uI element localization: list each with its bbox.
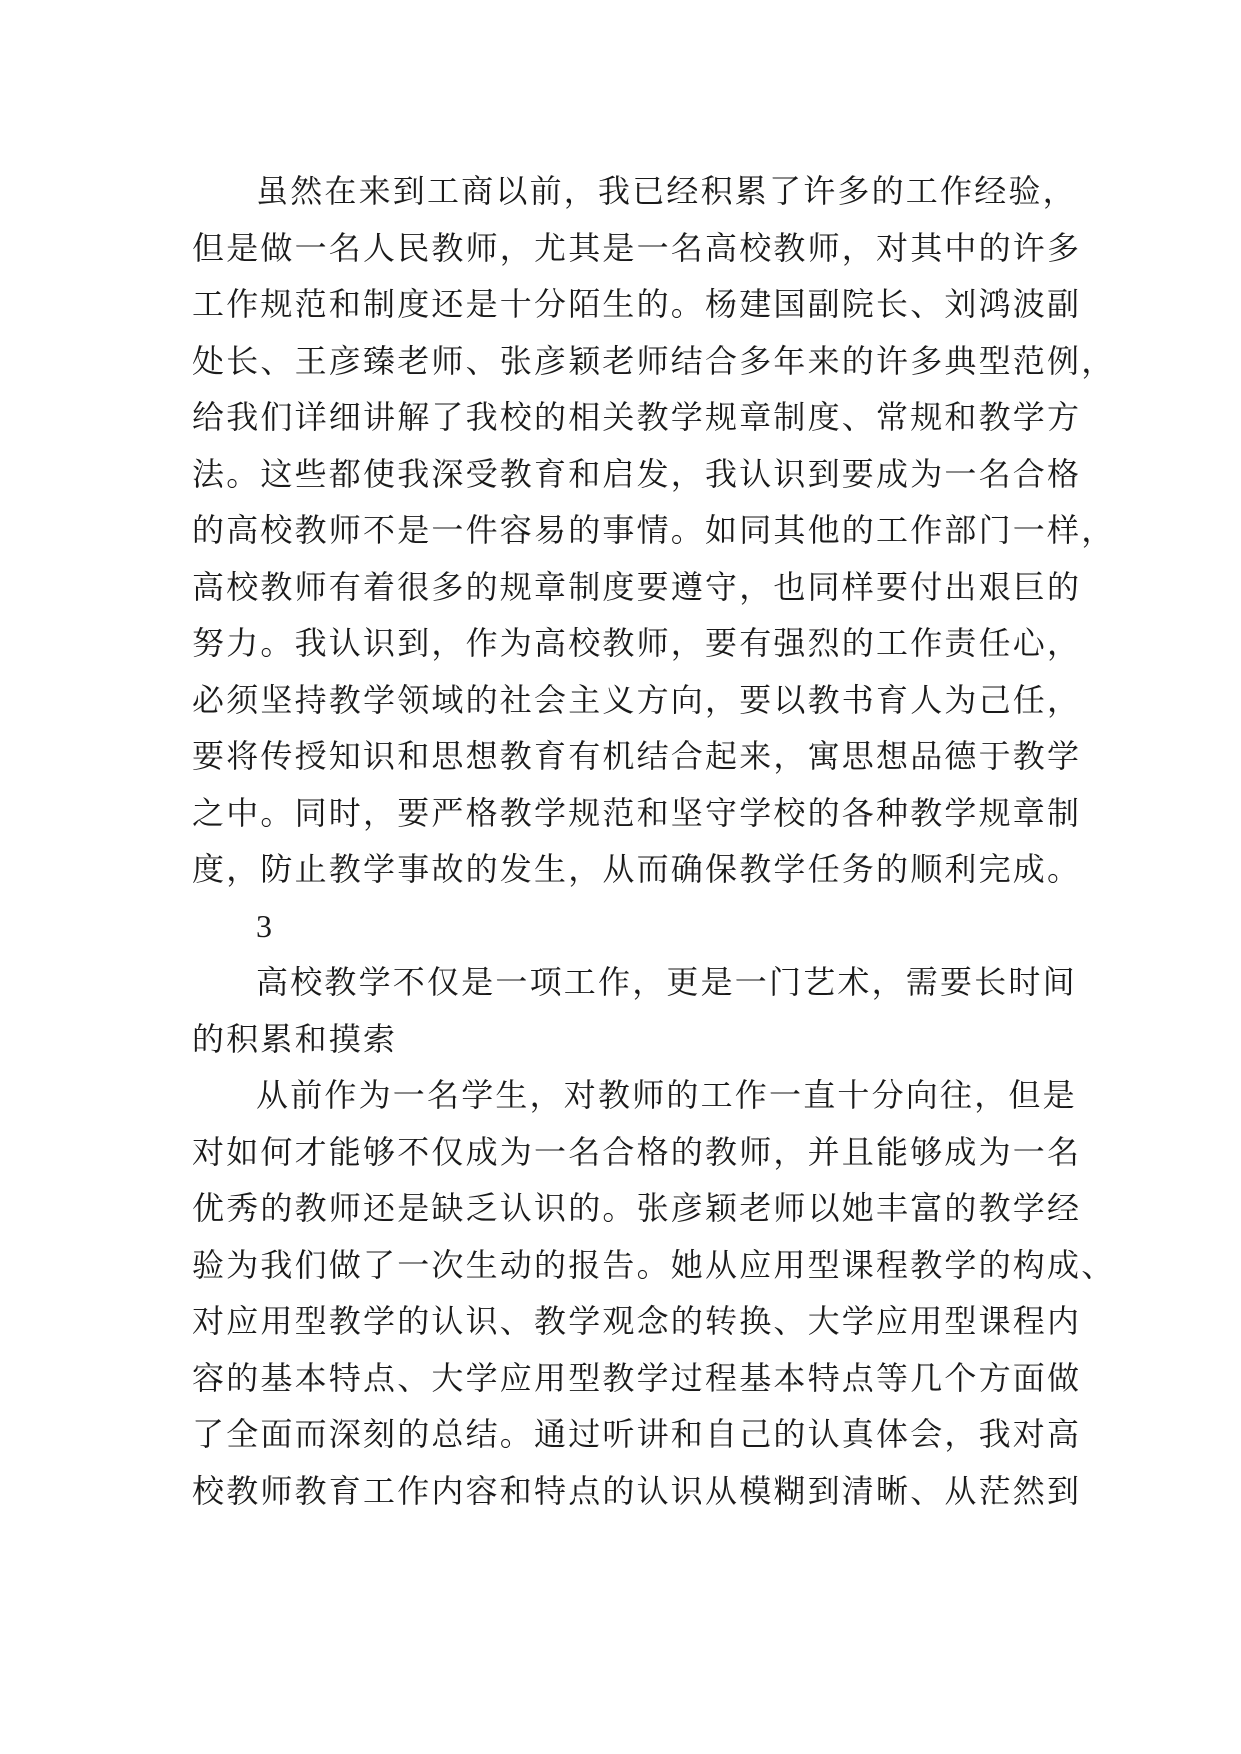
paragraph-line: 法。这些都使我深受教育和启发，我认识到要成为一名合格 <box>192 454 1082 493</box>
paragraph-line: 必须坚持教学领域的社会主义方向，要以教书育人为己任， <box>192 680 1082 719</box>
paragraph-line: 从前作为一名学生，对教师的工作一直十分向往，但是 <box>256 1076 1077 1114</box>
paragraph-line: 处长、王彦臻老师、张彦颖老师结合多年来的许多典型范例， <box>192 341 1116 380</box>
section-heading-line: 高校教学不仅是一项工作，更是一门艺术，需要长时间 <box>256 963 1077 1001</box>
paragraph-line: 高校教师有着很多的规章制度要遵守，也同样要付出艰巨的 <box>192 567 1082 606</box>
paragraph-line: 工作规范和制度还是十分陌生的。杨建国副院长、刘鸿波副 <box>192 285 1082 323</box>
paragraph-line: 校教师教育工作内容和特点的认识从模糊到清晰、从茫然到 <box>192 1471 1082 1510</box>
paragraph-line: 虽然在来到工商以前，我已经积累了许多的工作经验， <box>256 172 1077 210</box>
paragraph-line: 努力。我认识到，作为高校教师，要有强烈的工作责任心， <box>192 624 1082 662</box>
paragraph-line: 要将传授知识和思想教育有机结合起来，寓思想品德于教学 <box>192 737 1082 775</box>
paragraph-line: 给我们详细讲解了我校的相关教学规章制度、常规和教学方 <box>192 398 1082 436</box>
paragraph-line: 验为我们做了一次生动的报告。她从应用型课程教学的构成、 <box>192 1245 1116 1284</box>
paragraph-line: 之中。同时，要严格教学规范和坚守学校的各种教学规章制 <box>192 793 1082 832</box>
paragraph-line: 但是做一名人民教师，尤其是一名高校教师，对其中的许多 <box>192 228 1082 267</box>
paragraph-line: 度，防止教学事故的发生，从而确保教学任务的顺利完成。 <box>192 850 1082 888</box>
paragraph-line: 了全面而深刻的总结。通过听讲和自己的认真体会，我对高 <box>192 1415 1082 1453</box>
paragraph-line: 的高校教师不是一件容易的事情。如同其他的工作部门一样， <box>192 511 1116 549</box>
paragraph-line: 对应用型教学的认识、教学观念的转换、大学应用型课程内 <box>192 1302 1082 1340</box>
body-text <box>192 163 1116 1519</box>
section-number: 3 <box>256 907 275 944</box>
paragraph-line: 优秀的教师还是缺乏认识的。张彦颖老师以她丰富的教学经 <box>192 1189 1082 1227</box>
section-heading-line: 的积累和摸索 <box>192 1019 398 1058</box>
paragraph-line: 对如何才能够不仅成为一名合格的教师，并且能够成为一名 <box>192 1132 1082 1171</box>
paragraph-line: 容的基本特点、大学应用型教学过程基本特点等几个方面做 <box>192 1358 1082 1397</box>
